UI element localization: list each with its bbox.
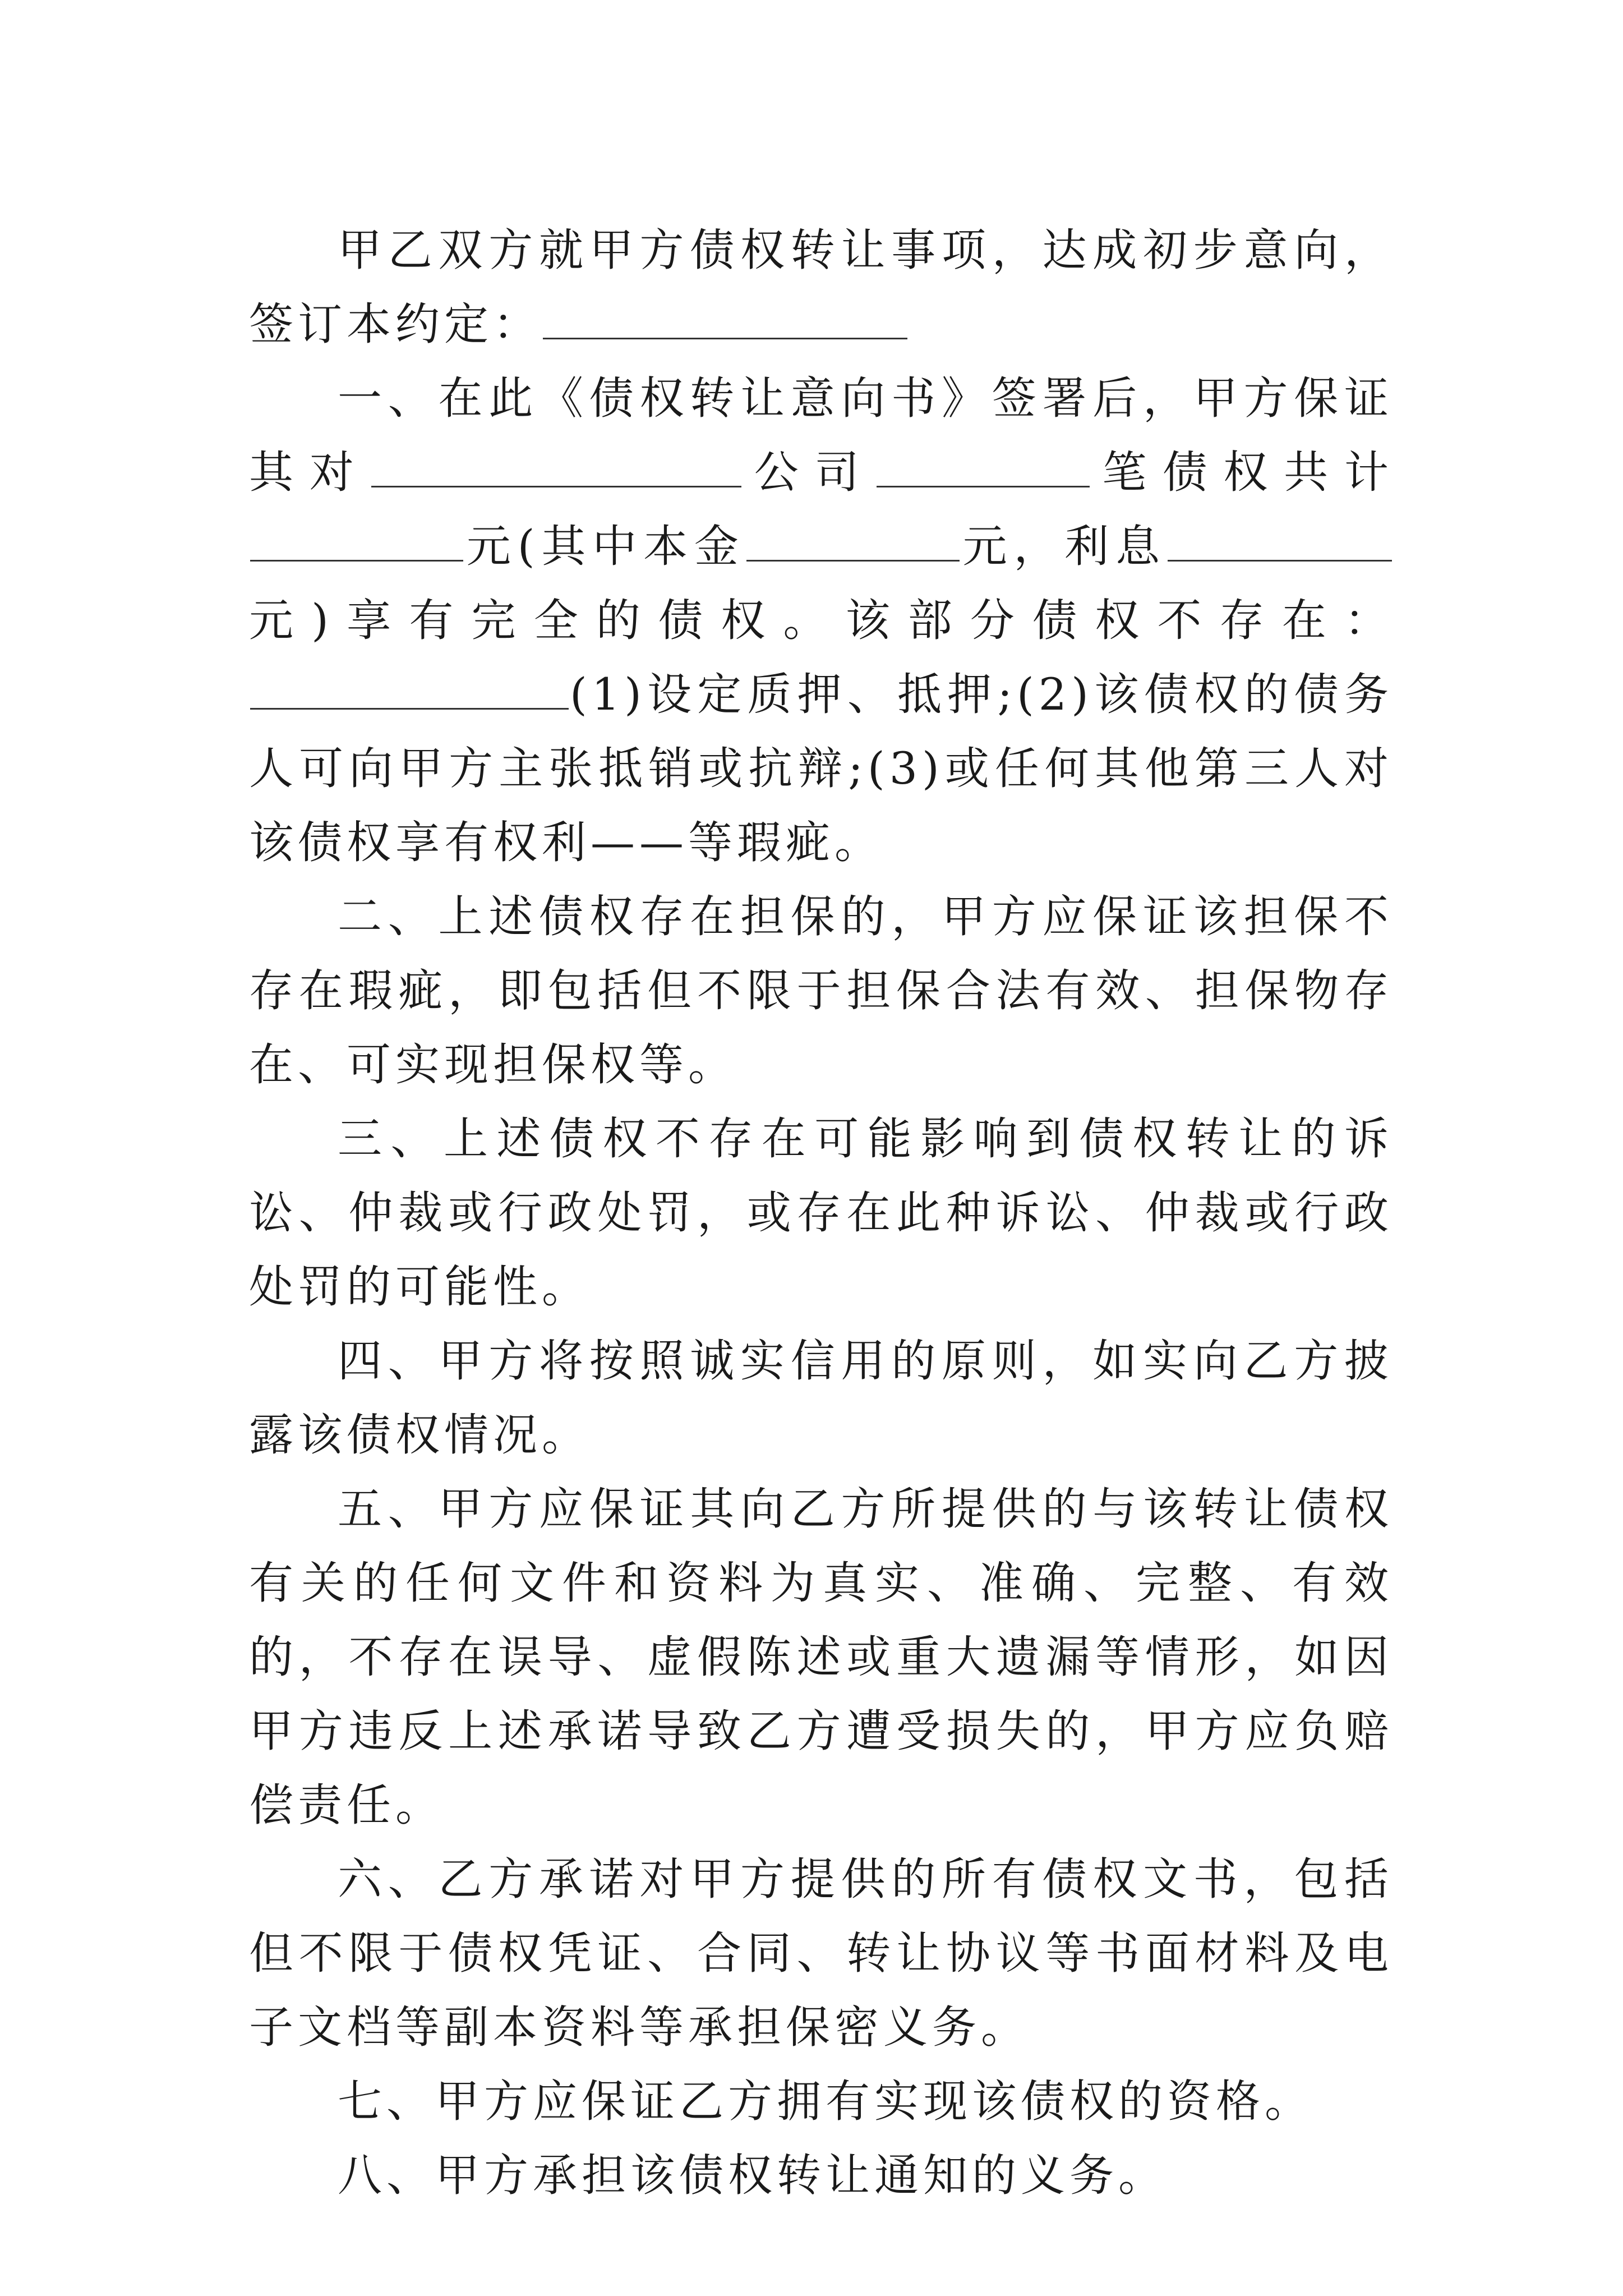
- clause-6: 六、乙方承诺对甲方提供的所有债权文书，包括但不限于债权凭证、合同、转让协议等书面材料及电子文档等副本资料等承担保密义务。: [249, 1853, 1393, 2053]
- clause-7: 七、甲方应保证乙方拥有实现该债权的资格。: [338, 2076, 1313, 2127]
- intro-text: 甲乙双方就甲方债权转让事项，达成初步意向，签订本约定：: [249, 224, 1393, 350]
- clause-1-text-c: (其中本金: [517, 521, 745, 572]
- clause-2: 二、上述债权存在担保的，甲方应保证该担保不存在瑕疵，即包括但不限于担保合法有效、担保物存在、可实现担保权等。: [249, 891, 1393, 1091]
- clause-1-text-a: 一、在此《债权转让意向书》签署后，甲方保证其对: [249, 372, 1393, 498]
- clause-1-yuan-1: 元: [464, 521, 518, 572]
- clause-5: 五、甲方应保证其向乙方所提供的与该转让债权有关的任何文件和资料为真实、准确、完整、有效的，不存在误导、虚假陈述或重大遗漏等情形，如因甲方违反上述承诺导致乙方遭受损失的，甲方应负赔偿责任。: [249, 1483, 1393, 1831]
- clause-1-text-b: 笔债权共计: [1090, 447, 1394, 498]
- clause-1: [249, 361, 1393, 880]
- blank-interest: [1168, 519, 1392, 562]
- blank-creditor-name: [371, 445, 741, 487]
- intro-blank: [543, 297, 907, 339]
- clause-3: 三、上述债权不存在可能影响到债权转让的诉讼、仲裁或行政处罚，或存在此种诉讼、仲裁或行政处罚的可能性。: [249, 1113, 1393, 1313]
- clause-1-text-d: 元)享有完全的债权。该部分债权不存在：: [249, 595, 1393, 646]
- clause-4: 四、甲方将按照诚实信用的原则，如实向乙方披露该债权情况。: [249, 1335, 1393, 1461]
- blank-principal: [746, 519, 960, 562]
- clause-8: 八、甲方承担该债权转让通知的义务。: [338, 2150, 1167, 2201]
- clause-1-text-interest: 元，利息: [960, 521, 1167, 572]
- intro-paragraph: [249, 213, 1393, 361]
- document-body: [249, 213, 1393, 2212]
- clause-1-text-e: (1)设定质押、抵押;(2)该债权的债务人可向甲方主张抵销或抗辩;(3)或任何其他第三人对该债权享有权利——等瑕疵。: [249, 669, 1393, 868]
- blank-debt-count: [877, 445, 1090, 487]
- blank-defects: [250, 668, 569, 710]
- blank-total-amount: [250, 519, 463, 562]
- clause-1-company-label: 公司: [742, 447, 875, 498]
